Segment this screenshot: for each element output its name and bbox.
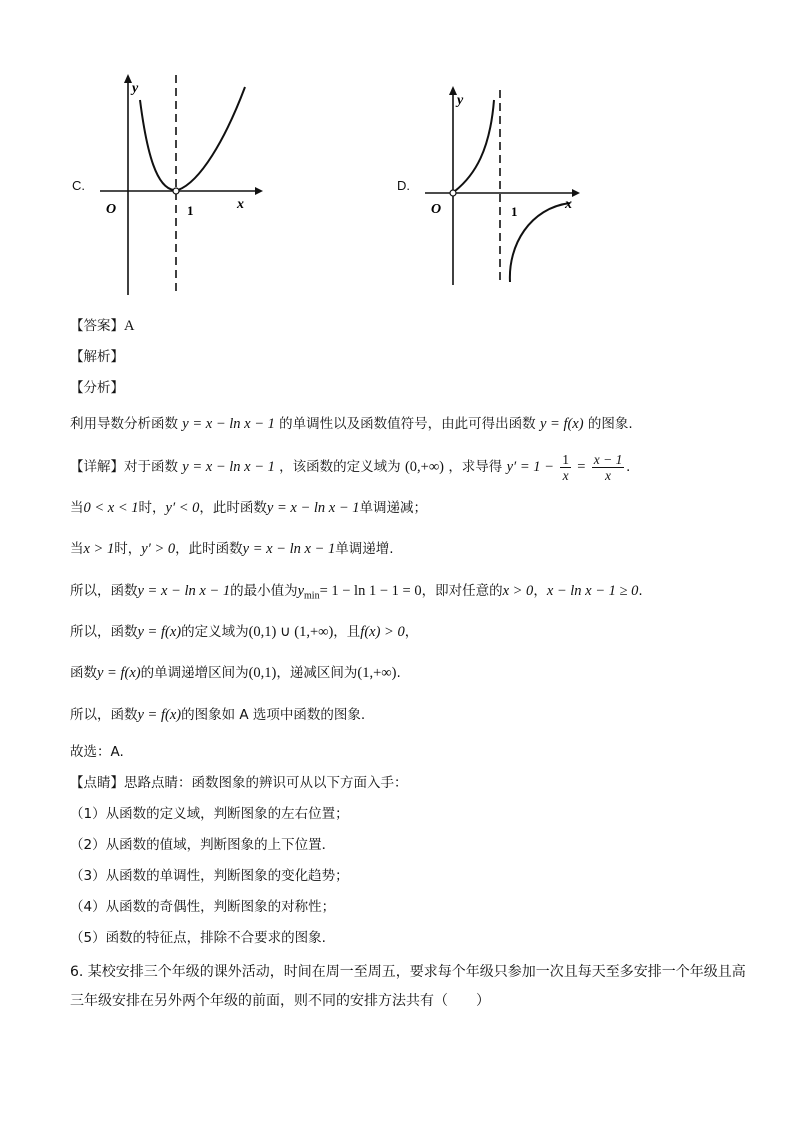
min-value: = 1 − ln 1 − 1 = 0 [319, 583, 422, 599]
x-axis-label: x [237, 197, 244, 212]
choose-line: 故选：A. [70, 744, 124, 760]
monotonic-line: 函数y = f(x)的单调递增区间为(0,1)，递减区间为(1,+∞). [70, 665, 401, 681]
curve-left [140, 100, 174, 190]
case2-sign: y′ > 0 [141, 541, 176, 557]
derivative: y′ = 1 − [506, 459, 554, 475]
y-axis-arrow [124, 74, 132, 83]
fenxi-text-a: 利用导数分析函数 [70, 416, 178, 432]
case1-condition: 0 < x < 1 [83, 500, 139, 516]
tip-item: （2）从函数的值域，判断图象的上下位置． [70, 837, 336, 853]
answer-tag: 【答案】 [70, 318, 124, 334]
tip-item: （5）函数的特征点，排除不合要求的图象. [70, 930, 326, 946]
curve-left [455, 100, 494, 191]
origin-label: O [106, 202, 117, 217]
increasing-interval: (0,1) [248, 665, 277, 681]
option-c-label: C. [72, 178, 85, 193]
domain-value: (0,1) ∪ (1,+∞) [248, 624, 334, 640]
domain-line: 所以，函数y = f(x)的定义域为(0,1) ∪ (1,+∞)，且f(x) > 0， [70, 624, 419, 640]
detail-text-a: 对于函数 [124, 459, 178, 475]
answer-line [70, 316, 134, 336]
fraction-1: $\frac{1}{x}$ [562, 452, 569, 483]
x-axis-arrow [572, 189, 580, 197]
case1-formula: y = x − ln x − 1 [266, 500, 360, 516]
tips-intro: 思路点睛：函数图象的辨识可从以下方面入手： [124, 775, 408, 791]
curve-right [178, 87, 245, 190]
tick-label: 1 [187, 203, 194, 218]
tip-item: （3）从函数的单调性，判断图象的变化趋势； [70, 868, 349, 884]
question-6: 6. 某校安排三个年级的课外活动，时间在周一至周五，要求每个年级只参加一次且每天至多安排一个年级且高三年级安排在另外两个年级的前面，则不同的安排方法共有（ ） [70, 964, 746, 1009]
inequality: x − ln x − 1 ≥ 0 [546, 583, 639, 599]
fenxi-line [70, 414, 633, 434]
detail-formula: y = x − ln x − 1 [182, 459, 275, 475]
fenxi-formula-1: y = x − ln x − 1 [182, 416, 275, 432]
tips-line [70, 773, 408, 793]
hollow-point [450, 190, 456, 196]
y-axis-arrow [449, 86, 457, 95]
case-increasing-line: 当x > 1时，y′ > 0，此时函数y = x − ln x − 1单调递增. [70, 541, 394, 557]
detail-tag: 【详解】 [70, 459, 124, 475]
curve-right [510, 203, 570, 282]
origin-label: O [431, 202, 442, 217]
equals-sign: = [577, 459, 586, 475]
analysis-tag: 【解析】 [70, 349, 124, 365]
option-c-graph [95, 70, 265, 300]
x-axis-label: x [565, 197, 572, 212]
case2-condition: x > 1 [83, 541, 115, 557]
hollow-point [173, 188, 179, 194]
tip-item: （1）从函数的定义域，判断图象的左右位置； [70, 806, 349, 822]
y-axis-label: y [457, 93, 464, 108]
minimum-line: 所以，函数y = x − ln x − 1的最小值为$y_{min}= 1 - \ln 1 - 1 = 0$，即对任意的x > 0，x − ln x − 1 ≥ 0. [70, 583, 643, 602]
answer-value: A [124, 318, 135, 334]
y-axis-label: y [132, 81, 139, 96]
case-decreasing-line: 当0 < x < 1时，y′ < 0，此时函数y = x − ln x − 1单调递减； [70, 500, 427, 516]
fenxi-formula-2: y = f(x) [539, 416, 584, 432]
case2-formula: y = x − ln x − 1 [242, 541, 336, 557]
detail-text-b: ，该函数的定义域为 [279, 459, 401, 475]
x-axis-arrow [255, 187, 263, 195]
fenxi-tag: 【分析】 [70, 380, 124, 396]
fraction-2: $\frac{x - 1}{x}$ [593, 452, 623, 483]
decreasing-interval: (1,+∞) [357, 665, 397, 681]
option-d-label: D. [397, 178, 410, 193]
fenxi-text-c: 的图象. [587, 416, 633, 432]
tip-item: （4）从函数的奇偶性，判断图象的对称性； [70, 899, 336, 915]
graph-conclusion-line: 所以，函数y = f(x)的图象如 A 选项中函数的图象. [70, 707, 366, 723]
detail-line: 【详解】对于函数 y = x − ln x − 1 ，该函数的定义域为 (0,+∞) ，求导得 y′ = 1 − $\frac{1}{x}$ = $\frac{x - 1}{x}$ . [70, 452, 630, 483]
case1-sign: y′ < 0 [165, 500, 200, 516]
min-formula: y = x − ln x − 1 [137, 583, 231, 599]
tick-label: 1 [511, 204, 518, 219]
tips-tag: 【点睛】 [70, 775, 124, 791]
fenxi-text-b: 的单调性以及函数值符号，由此可得出函数 [279, 416, 536, 432]
detail-domain: (0,+∞) [404, 459, 445, 475]
y-min: y [297, 583, 305, 599]
option-d-graph [420, 80, 590, 290]
detail-text-c: ，求导得 [448, 459, 503, 475]
